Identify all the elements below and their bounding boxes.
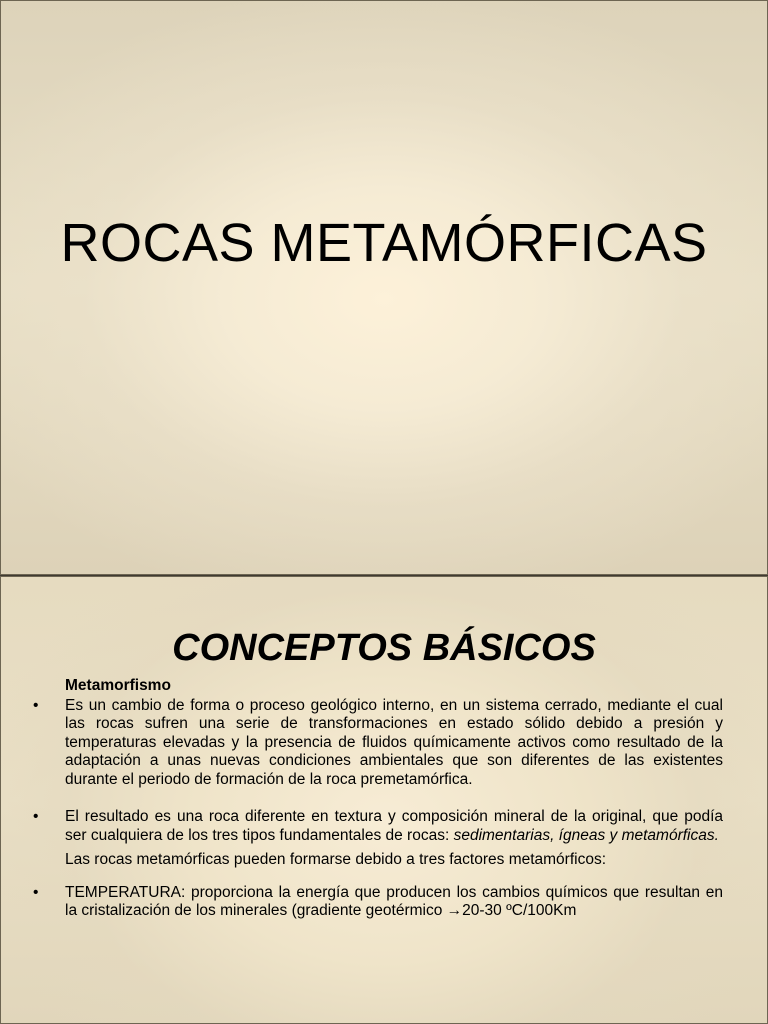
- paragraph-factors: Las rocas metamórficas pueden formarse debido a tres factores metamórficos:: [65, 851, 607, 868]
- bullet-icon: •: [33, 883, 39, 901]
- bullet-item-temperatura: [33, 884, 723, 921]
- bullet-icon: •: [33, 696, 39, 714]
- subheading-metamorfismo: Metamorfismo: [65, 677, 171, 694]
- slide-conceptos-heading: CONCEPTOS BÁSICOS: [172, 627, 596, 669]
- slide-body: [33, 677, 723, 921]
- bullet-text-italic: sedimentarias, ígneas y metamórficas.: [453, 826, 719, 844]
- bullet-text: El resultado es una roca diferente en textura y composición mineral de la original, que podía ser cualquiera de los tres tipos fundamentales de rocas:: [65, 808, 723, 844]
- bullet-item-result: [33, 808, 723, 845]
- slide-conceptos: [0, 576, 768, 1024]
- bullet-text: Es un cambio de forma o proceso geológico interno, en un sistema cerrado, mediante el cual las rocas sufren una serie de transformaciones en estado sólido debido a presión y temperaturas elevadas y la presencia de fluidos químicamente activos como resultado de la adaptación a unas nuevas condiciones ambientales que son diferentes de las existentes durante el periodo de formación de la roca premetamórfica.: [65, 696, 723, 788]
- bullet-item-definition: [33, 697, 723, 790]
- slide-title-heading: ROCAS METAMÓRFICAS: [60, 213, 708, 273]
- bullet-icon: •: [33, 808, 39, 825]
- bullet-text: TEMPERATURA: proporciona la energía que producen los cambios químicos que resultan en la cristalización de los minerales (gradiente geotérmico →20-30 ºC/100Km: [65, 883, 723, 919]
